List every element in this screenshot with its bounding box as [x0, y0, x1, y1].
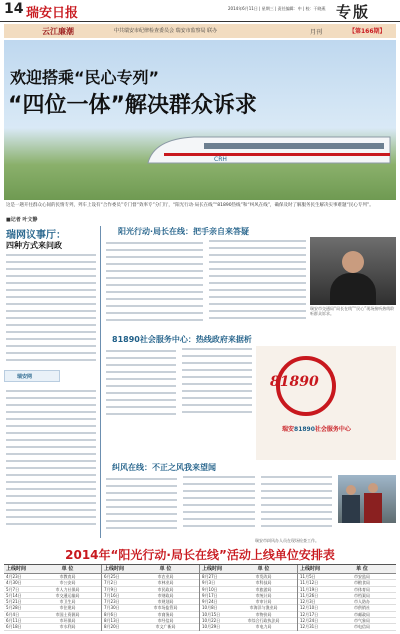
schedule-date: 12月3日: [300, 599, 316, 605]
logo-caption-b: 81890: [294, 426, 315, 433]
schedule-unit: 市电力局: [255, 624, 272, 630]
schedule-date: 10月8日: [202, 605, 218, 611]
schedule-date: 4月30日: [6, 580, 22, 586]
schedule-date: 7月9日: [104, 586, 118, 592]
hero-banner: [4, 40, 396, 200]
page-number: 14: [4, 1, 24, 17]
logo-caption-a: 瑞安: [282, 426, 295, 433]
section-4-body: [106, 476, 332, 538]
person-2-face: [368, 483, 378, 493]
person-2-body: [364, 493, 382, 523]
schedule-header-date: 上线时间: [202, 566, 223, 572]
schedule-unit: 市教育局: [59, 574, 76, 579]
schedule-date: 6月11日: [6, 618, 22, 624]
schedule-date: 11月26日: [300, 592, 319, 598]
schedule-unit: 市经信局: [157, 618, 174, 624]
person-body: [330, 273, 376, 305]
schedule-unit: 市科技局: [255, 580, 272, 586]
lede-paragraph: 这是一趟开往群众心间的民情专列，列车上设有“合作委员”专门督“效率专”分门厅，“阳光行动·局长在线”“81890热线”和“纠风在线”，确保及时了解服务民生解决实事难题“民心专列”。: [6, 203, 374, 208]
section-1-heading: 瑞网议事厅：: [6, 230, 66, 241]
schedule-unit: 市市场监管局: [153, 605, 178, 611]
schedule-date: 6月4日: [6, 611, 20, 617]
schedule-unit: 市林业局: [157, 580, 174, 586]
schedule-date: 9月24日: [202, 599, 218, 605]
schedule-unit: 市公安局: [59, 580, 76, 586]
schedule-unit: 市物价局: [255, 611, 272, 617]
logo-caption-c: 社会服务中心: [314, 426, 351, 433]
schedule-unit: 市综合行政执法局: [247, 618, 280, 624]
column-sponsor: 中共瑞安市纪律检查委员会 瑞安市监察局 联办: [114, 28, 218, 34]
schedule-header-date: 上线时间: [6, 566, 27, 572]
schedule-column: [4, 565, 102, 631]
schedule-date: 10月22日: [202, 618, 221, 624]
schedule-unit: 市商务局: [157, 611, 174, 617]
schedule-unit: 市财政局: [157, 592, 174, 598]
schedule-date: 7月30日: [104, 605, 120, 611]
schedule-unit: 市规划局: [157, 599, 174, 605]
schedule-unit: 市安监局: [354, 574, 370, 579]
person-1-body: [342, 495, 360, 523]
schedule-date: 12月24日: [300, 618, 319, 624]
schedule-title: 2014年“阳光行动·局长在线”活动上线单位安排表: [65, 548, 335, 562]
schedule-unit: 市供销社: [354, 605, 370, 611]
schedule-date: 7月16日: [104, 592, 120, 598]
issue-label: 月刊: [310, 29, 323, 36]
headline-line-2: “四位一体”解决群众诉求: [8, 93, 257, 118]
schedule-date: 10月29日: [202, 624, 221, 630]
schedule-unit: 市人力社保局: [55, 586, 80, 592]
masthead: [0, 0, 400, 22]
schedule-date: 5月28日: [6, 605, 22, 611]
issue-number: 【第166期】: [349, 28, 386, 35]
schedule-date: 7月2日: [104, 580, 118, 586]
byline: ■记者 叶文静: [6, 217, 38, 223]
schedule-unit: 市粮食局: [354, 580, 370, 586]
schedule-unit: 市住建局: [59, 605, 76, 611]
schedule-date: 5月14日: [6, 592, 22, 598]
schedule-date: 9月10日: [202, 586, 218, 592]
schedule-unit: 市海洋与渔业局: [249, 605, 278, 611]
section-2-title: 阳光行动·局长在线：把手亲自来答疑: [118, 227, 250, 236]
section-tag: 专版: [336, 3, 371, 21]
schedule-date: 12月31日: [300, 624, 319, 630]
schedule-date: 9月3日: [202, 580, 216, 586]
newspaper-logo: 瑞安日报: [26, 6, 79, 21]
schedule-date: 11月5日: [300, 574, 316, 579]
schedule-header-unit: 单 位: [61, 566, 74, 572]
schedule-date: 4月23日: [6, 574, 22, 579]
train-image: [144, 133, 394, 167]
schedule-date: 11月19日: [300, 586, 319, 592]
schedule-date: 8月13日: [104, 618, 120, 624]
hotline-logo: [256, 346, 396, 460]
schedule-date: 11月12日: [300, 580, 319, 586]
train-logo-text: CRH: [214, 156, 227, 163]
site-banner-text: 瑞安网: [17, 374, 33, 380]
schedule-unit: 市统计局: [255, 592, 272, 598]
schedule-row: [4, 624, 101, 630]
schedule-unit: 市国土资源局: [55, 611, 80, 617]
schedule-unit: 市交通运输局: [55, 592, 80, 598]
schedule-unit: 市卫生局: [59, 599, 76, 605]
schedule-date: 12月10日: [300, 605, 319, 611]
section-4-photo: [338, 475, 396, 523]
schedule-date: 6月18日: [6, 624, 22, 630]
schedule-unit: 市档案局: [354, 592, 370, 598]
schedule-unit: 市旅游局: [255, 586, 272, 592]
person-face: [342, 251, 364, 273]
issue-date-line: 2014年6月11日 | 星期三 | 责任编辑：中 | 校：干晓燕: [228, 6, 326, 11]
section-4-photo-caption: 瑞安市纠风办人员在现场检查工作。: [255, 538, 319, 543]
schedule-table: [4, 564, 396, 630]
schedule-date: 8月6日: [104, 611, 118, 617]
schedule-column: [102, 565, 200, 631]
schedule-header: [102, 565, 199, 574]
schedule-unit: 市气象局: [354, 618, 370, 624]
schedule-header-date: 上线时间: [104, 566, 125, 572]
section-2-photo-caption: 瑞安市交通局“局长在线”“民心”现场接听热线聆听群众诉求。: [310, 306, 395, 316]
schedule-header-unit: 单 位: [356, 566, 368, 572]
section-4-title: 纠风在线：不正之风我来望闻: [112, 463, 216, 472]
schedule-unit: 市农业局: [157, 574, 174, 579]
section-2-body: [106, 240, 306, 332]
schedule-unit: 市电信局: [354, 624, 370, 630]
schedule-unit: 市环保局: [59, 618, 76, 624]
schedule-row: [298, 624, 396, 630]
schedule-header: [200, 565, 297, 574]
section-3-title: 81890社会服务中心：热线政府来据析: [112, 335, 252, 344]
schedule-date: 7月23日: [104, 599, 120, 605]
person-1-face: [346, 485, 356, 495]
schedule-date: 6月25日: [104, 574, 120, 579]
schedule-header-date: 上线时间: [300, 566, 321, 572]
schedule-unit: 市审计局: [255, 599, 272, 605]
schedule-date: 8月20日: [104, 624, 120, 630]
section-1-body: [6, 252, 96, 367]
schedule-header-unit: 单 位: [257, 566, 270, 572]
hotline-logo-number: 81890: [270, 374, 319, 390]
schedule-header-unit: 单 位: [159, 566, 172, 572]
column-name: 云江廉潮: [42, 26, 74, 36]
schedule-date: 5月7日: [6, 586, 20, 592]
hotline-logo-caption: [282, 424, 351, 433]
schedule-column: [200, 565, 298, 631]
schedule-unit: 市水利局: [59, 624, 76, 630]
column-divider: [100, 226, 101, 538]
schedule-row: [102, 624, 199, 630]
schedule-date: 5月21日: [6, 599, 22, 605]
schedule-unit: 市邮政局: [354, 611, 370, 617]
schedule-date: 8月27日: [202, 574, 218, 579]
schedule-date: 12月17日: [300, 611, 319, 617]
section-1-subheading: 四种方式来问政: [6, 241, 62, 250]
column-bar: [4, 24, 396, 38]
schedule-unit: 市发改局: [255, 574, 272, 579]
schedule-header: [298, 565, 396, 574]
site-banner: [4, 370, 60, 382]
schedule-unit: 市民政局: [157, 586, 174, 592]
schedule-row: [200, 624, 297, 630]
section-1-body-cont: [6, 388, 96, 538]
schedule-unit: 市文广新局: [155, 624, 176, 630]
headline-line-1: 欢迎搭乘“民心专列”: [10, 68, 160, 87]
schedule-unit: 市人防办: [354, 599, 370, 605]
schedule-column: [298, 565, 396, 631]
section-3-body: [106, 348, 252, 458]
section-2-photo: [310, 237, 396, 305]
schedule-unit: 市体育局: [354, 586, 370, 592]
schedule-date: 10月15日: [202, 611, 221, 617]
schedule-date: 9月17日: [202, 592, 218, 598]
schedule-header: [4, 565, 101, 574]
